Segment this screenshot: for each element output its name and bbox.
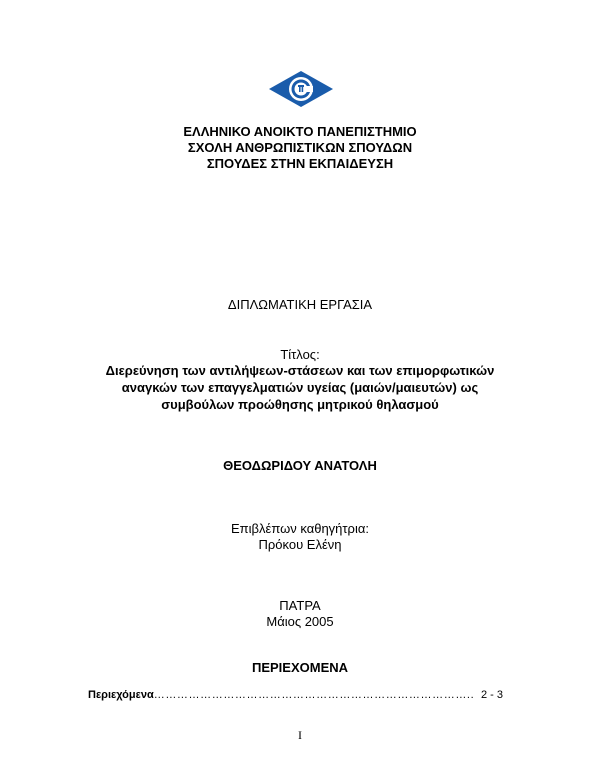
thesis-title-line: συμβούλων προώθησης μητρικού θηλασμού (161, 397, 439, 412)
date: Μάιος 2005 (266, 614, 334, 629)
toc-entry-label: Περιεχόμενα (88, 689, 154, 701)
title-label: Τίτλος: (280, 347, 320, 362)
toc-heading: ΠΕΡΙΕΧΟΜΕΝΑ (251, 660, 349, 675)
thesis-type: ΔΙΠΛΩΜΑΤΙΚΗ ΕΡΓΑΣΙΑ (227, 297, 373, 312)
toc-entry[interactable] (88, 689, 503, 701)
author-name: ΘΕΟΔΩΡΙΔΟΥ ΑΝΑΤΟΛΗ (223, 458, 377, 473)
thesis-title-line: αναγκών των επαγγελματιών υγείας (μαιών/μαιευτών) ως (121, 380, 479, 395)
institution-line-program: ΣΠΟΥΔΕΣ ΣΤΗΝ ΕΚΠΑΙΔΕΥΣΗ (206, 156, 394, 171)
page-number: I (298, 728, 302, 742)
supervisor-label: Επιβλέπων καθηγήτρια: (231, 521, 369, 536)
toc-entry-pages: 2 - 3 (480, 689, 503, 701)
institution-line-university: ΕΛΛΗΝΙΚΟ ΑΝΟΙΚΤΟ ΠΑΝΕΠΙΣΤΗΜΙΟ (183, 124, 417, 139)
location: ΠΑΤΡΑ (279, 598, 321, 613)
toc-entry-leader: ……………………………………………………………………….. (153, 689, 475, 701)
institution-line-school: ΣΧΟΛΗ ΑΝΘΡΩΠΙΣΤΙΚΩΝ ΣΠΟΥΔΩΝ (187, 140, 413, 155)
thesis-title (0, 362, 600, 413)
institution-header (0, 124, 600, 172)
supervisor-name: Πρόκου Ελένη (258, 537, 342, 552)
university-logo-icon (268, 70, 334, 108)
thesis-title-line: Διερεύνηση των αντιλήψεων-στάσεων και των επιμορφωτικών (105, 363, 495, 378)
